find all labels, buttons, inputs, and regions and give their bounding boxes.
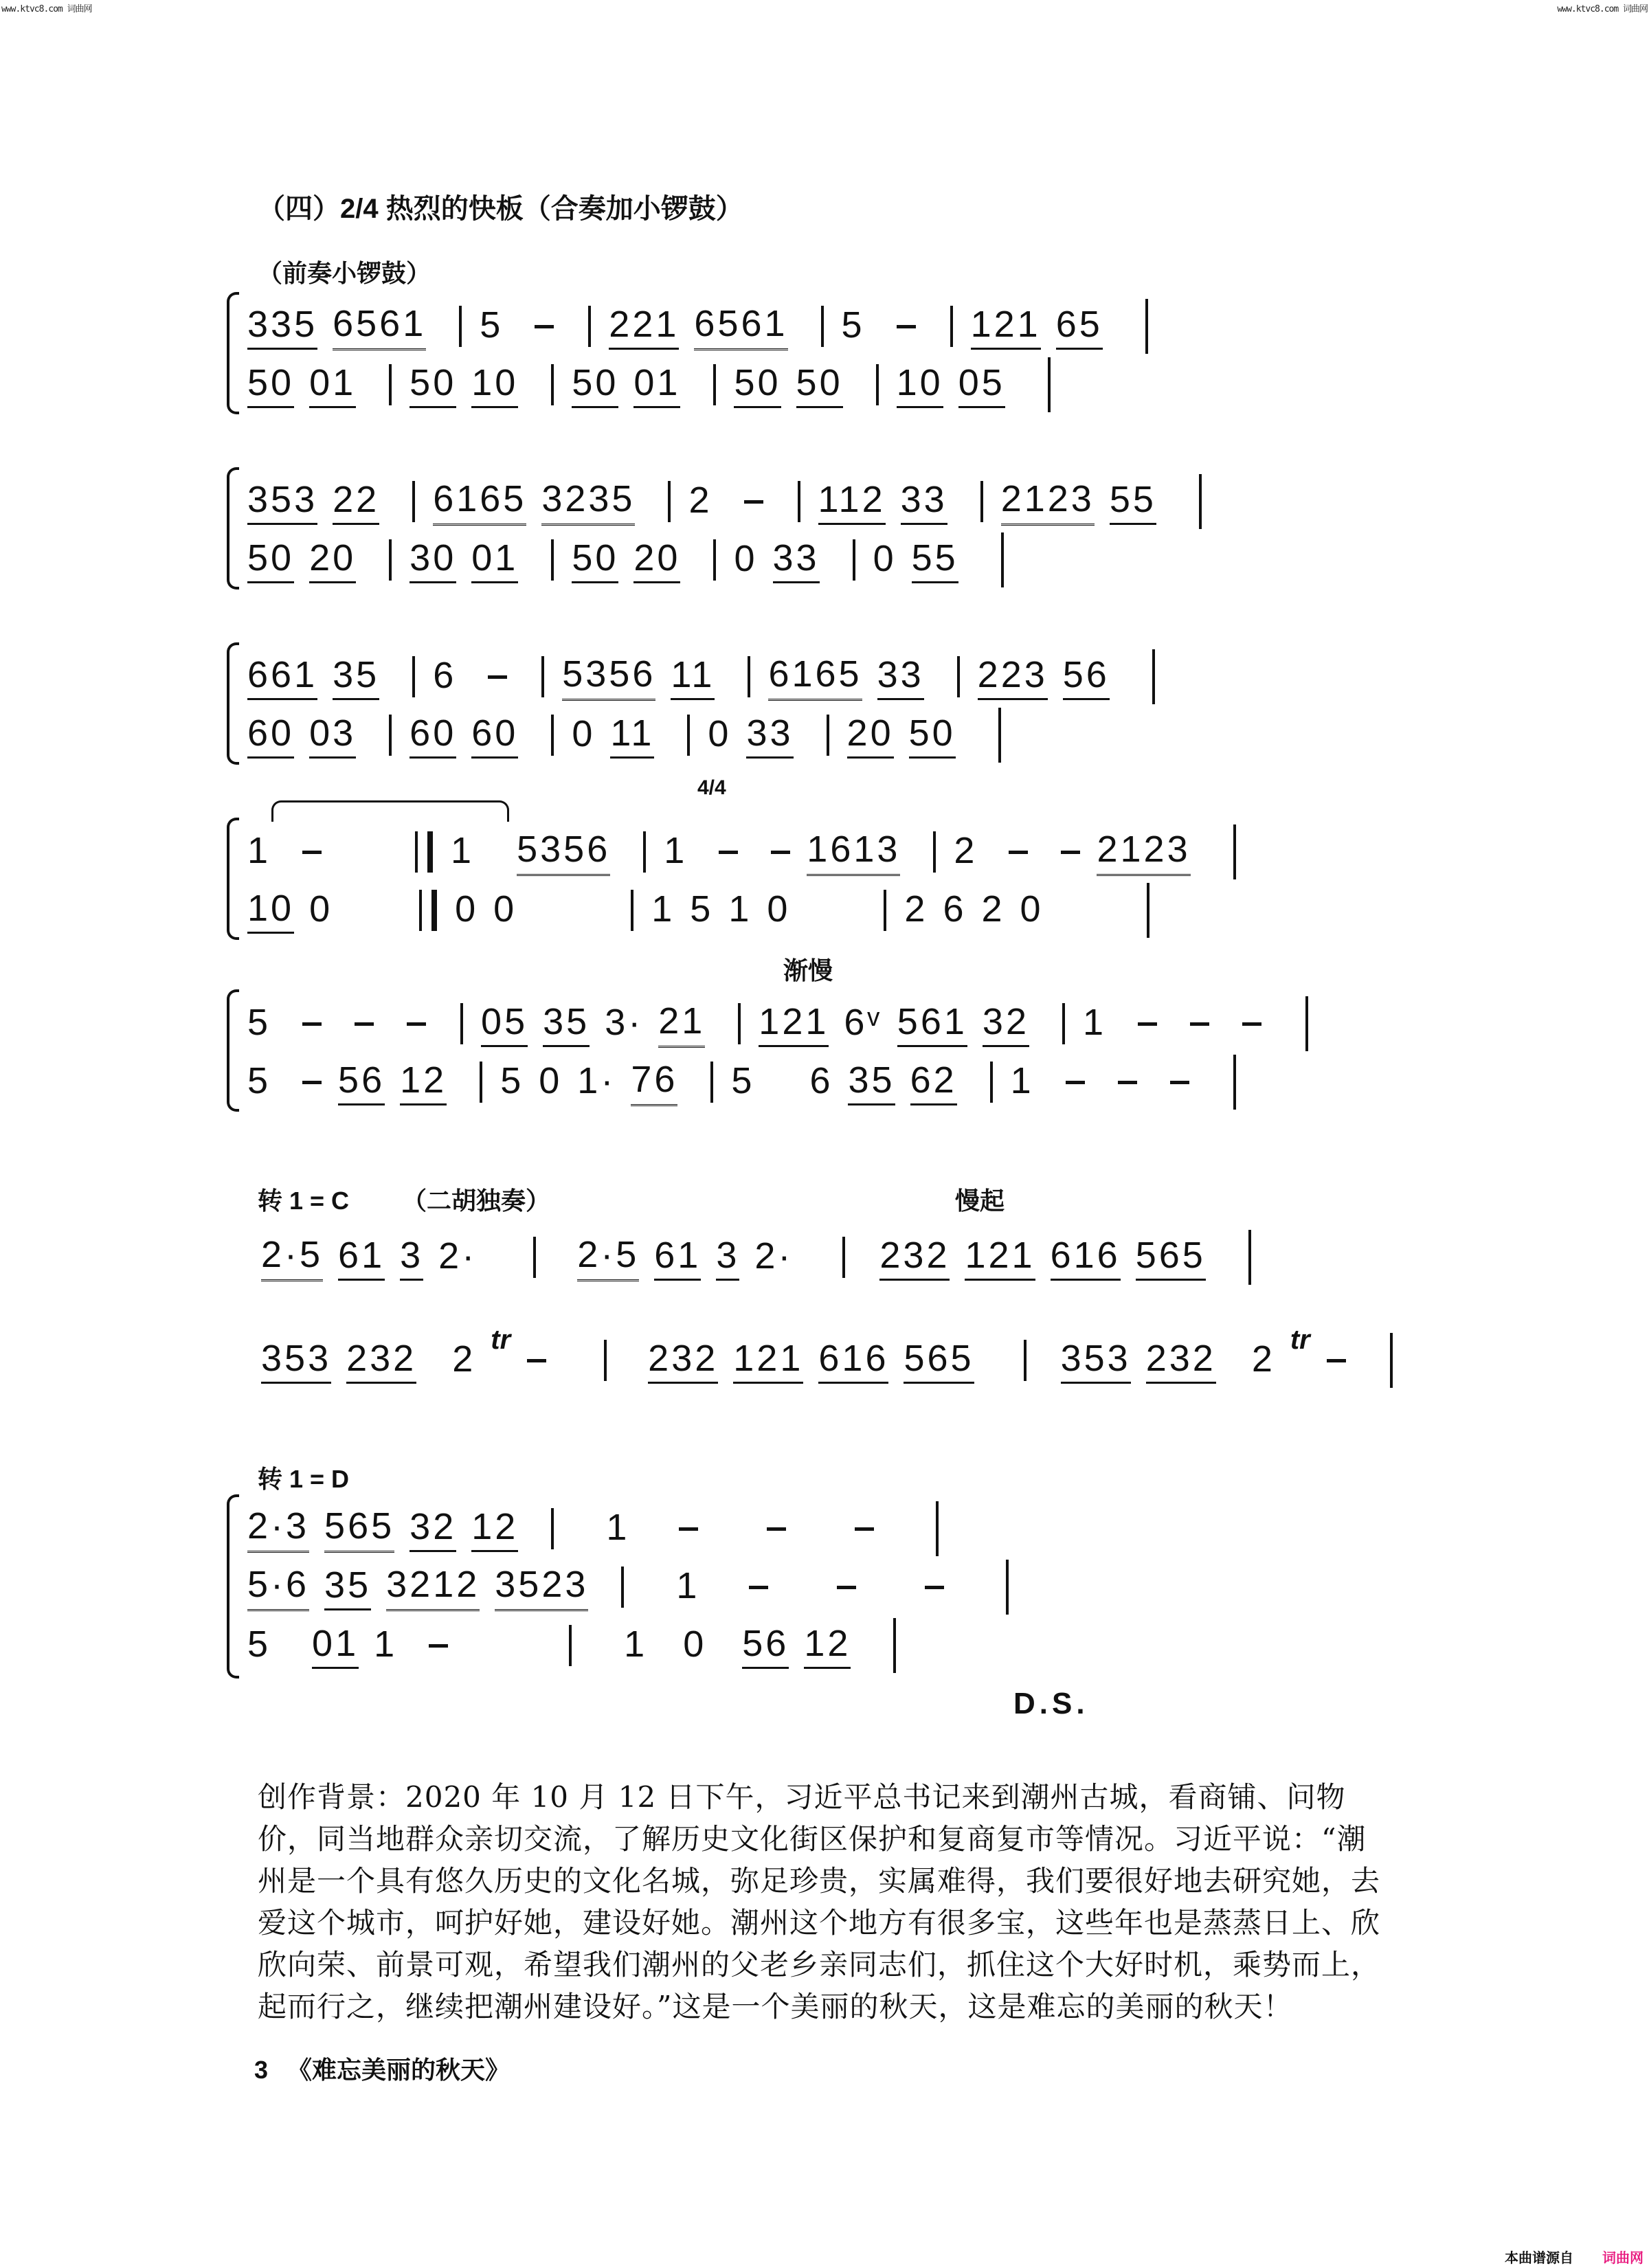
note-group: 0 [1020, 888, 1044, 930]
score-row-middle [247, 1560, 1027, 1615]
barline [551, 539, 554, 581]
barline [551, 364, 554, 405]
barline [821, 306, 824, 347]
note-group: 33 [901, 479, 947, 525]
note-group: 0 [572, 713, 596, 754]
score-row-accompaniment [247, 708, 1019, 763]
note-group: 05 [958, 362, 1005, 408]
barline-end [936, 1501, 939, 1556]
score-system-final [227, 1487, 1395, 1687]
barline [389, 364, 392, 405]
note-group: 2123 [1097, 829, 1190, 876]
note-group: 2· [438, 1235, 478, 1277]
note-group: 561 [897, 1001, 967, 1047]
note-group: 353 [261, 1338, 331, 1384]
note-group: 6561 [333, 303, 426, 350]
note-group: 56 [1063, 654, 1110, 700]
score-row-bass [247, 1618, 914, 1673]
note-group: 1 [374, 1624, 398, 1665]
barline-end [1048, 357, 1051, 412]
barline [460, 1003, 463, 1044]
note-group: 20 [633, 537, 680, 583]
note-group: 11 [671, 654, 715, 700]
barline [412, 656, 415, 697]
barline-end [1390, 1333, 1393, 1388]
tempo-mark-ritardando: 渐慢 [783, 956, 833, 985]
note-group: 10 [897, 362, 943, 408]
note-group: 6 [433, 655, 457, 696]
barline [1062, 1003, 1065, 1044]
note-group: 565 [904, 1338, 974, 1384]
note-group: 5 [731, 1060, 755, 1101]
note-group: 3212 [386, 1564, 480, 1611]
extension-dash [355, 1022, 374, 1026]
extension-dash [1327, 1359, 1346, 1362]
barline [412, 481, 415, 522]
note-group: 5 [841, 304, 865, 346]
barline [853, 539, 855, 581]
barline [533, 1237, 536, 1278]
score-row-melody [247, 474, 1220, 529]
note-group: 232 [648, 1338, 718, 1384]
note-group: 121 [733, 1338, 803, 1384]
note-group: 221 [609, 304, 679, 350]
note-group: 60 [410, 712, 456, 759]
note-group: 0 [309, 888, 333, 930]
note-group: 6165 [768, 653, 862, 701]
note-group: 5·6 [247, 1564, 309, 1611]
note-group: 121 [971, 304, 1041, 350]
extension-dash [719, 851, 738, 854]
note-group: 50 [572, 362, 618, 408]
erhu-line-1 [261, 1230, 1269, 1285]
note-group: 2123 [1001, 478, 1095, 526]
intro-label: （前奏小锣鼓） [258, 259, 431, 287]
note-group: 32 [410, 1506, 456, 1552]
composition-background-text: 创作背景：2020 年 10 月 12 日下午，习近平总书记来到潮州古城，看商铺、问物价，同当地群众亲切交流，了解历史文化街区保护和复商复市等情况。习近平说：“潮州是一个具有悠久历史的文化名城，弥足珍贵，实属难得，我们要很好地去研究她，去爱这个城市，呵护好她，建设好她。潮州这个地方有很多宝，这些年也是蒸蒸日上、欣欣向荣、前景可观，希望我们潮州的父老乡亲同志们，抓住这个大好时机，乘势而上，起而行之，继续把潮州建设好。”这是一个美丽的秋天，这是难忘的美丽的秋天！ [258, 1780, 1381, 2023]
note-group: 6ᵛ [844, 1002, 882, 1043]
score-row-accompaniment [247, 1055, 1254, 1110]
note-group: 232 [1146, 1338, 1216, 1384]
note-group: 12 [804, 1623, 851, 1669]
note-group: 1 [624, 1624, 648, 1665]
dal-segno-mark: D.S. [1013, 1687, 1089, 1720]
note-group: 20 [309, 537, 356, 583]
barline-end [1147, 883, 1149, 938]
note-group: 01 [471, 537, 518, 583]
barline [876, 364, 879, 405]
note-group: 2·5 [261, 1234, 323, 1281]
score-system-1 [227, 285, 1395, 423]
score-row-melody [247, 824, 1254, 879]
note-group: 01 [633, 362, 680, 408]
system-brace [227, 818, 239, 940]
barline [621, 1567, 624, 1608]
note-group: 0 [734, 538, 758, 579]
extension-dash [837, 1586, 856, 1589]
extension-dash [302, 1022, 322, 1026]
system-brace [227, 989, 239, 1112]
note-group: 1 [606, 1507, 630, 1548]
note-group: 2 [954, 830, 978, 871]
note-group: 1 [1010, 1060, 1034, 1101]
barline-end [1233, 1055, 1236, 1110]
note-group: 3 [716, 1235, 739, 1281]
extension-dash [1061, 851, 1080, 854]
note-group: 3523 [495, 1564, 588, 1611]
note-group: 0 [767, 888, 791, 930]
note-group: 6561 [694, 303, 787, 350]
section-title: （四）2/4 热烈的快板（合奏加小锣鼓） [258, 194, 743, 224]
extension-dash [1242, 1022, 1261, 1026]
key-change-c: 转 1 = C [258, 1187, 350, 1215]
barline [687, 715, 690, 756]
barline [713, 539, 716, 581]
note-group: 232 [879, 1235, 950, 1281]
score-system-5 [227, 983, 1395, 1120]
barline-end [1152, 649, 1155, 704]
note-group: 3 [400, 1235, 423, 1281]
barline [713, 364, 716, 405]
repeat-barline [419, 890, 437, 931]
note-group: 61 [338, 1235, 385, 1281]
note-group: 10 [247, 888, 294, 934]
note-group: 616 [818, 1338, 888, 1384]
note-group: 61 [654, 1235, 701, 1281]
extension-dash [744, 500, 763, 504]
note-group: 0 [493, 888, 517, 930]
note-group: 121 [965, 1235, 1035, 1281]
note-group: 35 [324, 1564, 371, 1610]
barline [631, 890, 633, 931]
note-group: 01 [312, 1623, 359, 1669]
note-group: 6165 [433, 478, 526, 526]
note-group: 2 [1251, 1338, 1275, 1380]
score-row-accompaniment [247, 357, 1068, 412]
system-brace [227, 467, 239, 590]
note-group: 50 [572, 537, 618, 583]
note-group: 12 [400, 1059, 447, 1105]
note-group: 223 [978, 654, 1048, 700]
note-group: 32 [983, 1001, 1029, 1047]
extension-dash [1118, 1081, 1137, 1084]
song-title: 《难忘美丽的秋天》 [287, 2056, 511, 2084]
note-group: 50 [909, 712, 956, 759]
note-group: 5356 [562, 653, 655, 701]
note-group: 5356 [517, 829, 610, 876]
note-group: 56 [338, 1059, 385, 1105]
barline-end [1248, 1230, 1251, 1285]
note-group: 5 [500, 1060, 524, 1101]
note-group: 5 [247, 1002, 271, 1043]
barline-end [998, 708, 1001, 763]
note-group: 2 [904, 888, 928, 930]
barline [950, 306, 953, 347]
note-group: 50 [734, 362, 781, 408]
score-row-melody [247, 649, 1173, 704]
barline [842, 1237, 845, 1278]
note-group: 1 [651, 888, 675, 930]
extension-dash [527, 1359, 546, 1362]
note-group: 33 [773, 537, 820, 583]
note-group: 565 [1136, 1235, 1206, 1281]
score-row-accompaniment [247, 532, 1022, 587]
barline [389, 539, 392, 581]
note-group: 616 [1051, 1235, 1121, 1281]
barline [933, 831, 936, 873]
erhu-line-2 [261, 1324, 1411, 1388]
barline [827, 715, 829, 756]
note-group: 5 [247, 1060, 271, 1101]
extension-dash [749, 1586, 768, 1589]
watermark-right: www.ktvc8.com 词曲网 [1557, 4, 1648, 14]
barline-end [1001, 532, 1004, 587]
score-row-melody [247, 1501, 956, 1556]
note-group: 5 [480, 304, 504, 346]
barline [551, 715, 554, 756]
system-brace [227, 292, 239, 414]
watermark-left: www.ktvc8.com 词曲网 [1, 4, 92, 14]
score-row-accompaniment [247, 883, 1167, 938]
barline [569, 1625, 572, 1666]
barline [980, 481, 983, 522]
extension-dash [897, 325, 916, 328]
note-group: 35 [333, 654, 379, 700]
note-group: 0 [455, 888, 479, 930]
note-group: 335 [247, 304, 317, 350]
score-system-2 [227, 460, 1395, 598]
barline-end [1305, 996, 1308, 1051]
extension-dash [1138, 1022, 1157, 1026]
barline-end [1233, 824, 1236, 879]
note-group: 50 [247, 537, 294, 583]
trill-mark: tr [491, 1324, 511, 1355]
barline-end [1199, 474, 1202, 529]
note-group: 232 [346, 1338, 416, 1384]
barline [738, 1003, 741, 1044]
note-group: 01 [309, 362, 356, 408]
barline [957, 656, 960, 697]
note-group: 12 [471, 1506, 518, 1552]
source-label: 本曲谱源自 [1505, 2251, 1573, 2266]
extension-dash [679, 1527, 698, 1531]
note-group: 62 [910, 1059, 957, 1105]
note-group: 11 [610, 712, 654, 759]
note-group: 112 [818, 479, 886, 525]
note-group: 30 [410, 537, 456, 583]
note-group: 0 [873, 538, 897, 579]
note-group: 65 [1056, 304, 1103, 350]
extension-dash [1170, 1081, 1189, 1084]
score-row-melody [247, 996, 1326, 1051]
note-group: 0 [683, 1624, 707, 1665]
page-footer [254, 2051, 510, 2086]
barline [798, 481, 800, 522]
note-group: 55 [912, 537, 958, 583]
barline [604, 1340, 607, 1381]
note-group: 1 [676, 1565, 700, 1606]
note-group: 20 [847, 712, 894, 759]
system-brace [227, 1494, 239, 1678]
note-group: 35 [543, 1001, 590, 1047]
page-number: 3 [254, 2056, 269, 2084]
note-group: 50 [410, 362, 456, 408]
note-group: 2·5 [577, 1234, 639, 1281]
note-group: 2·3 [247, 1505, 309, 1553]
note-group: 565 [324, 1505, 394, 1553]
note-group: 50 [247, 362, 294, 408]
note-group: 1613 [807, 829, 900, 876]
extension-dash [302, 1081, 322, 1084]
barline [541, 656, 544, 697]
barline [389, 715, 392, 756]
extension-dash [771, 851, 790, 854]
score-system-3 [227, 636, 1395, 773]
note-group: 2 [981, 888, 1005, 930]
barline [884, 890, 886, 931]
extension-dash [535, 325, 554, 328]
repeat-barline [415, 831, 433, 873]
score-row-melody [247, 299, 1166, 354]
extension-dash [488, 675, 507, 679]
note-group: 5 [690, 888, 714, 930]
note-group: 60 [471, 712, 518, 759]
note-group: 35 [848, 1059, 895, 1105]
barline [990, 1062, 993, 1103]
extension-dash [855, 1527, 874, 1531]
extension-dash [302, 851, 322, 854]
note-group: 5 [247, 1624, 271, 1665]
note-group: 1 [1082, 1002, 1107, 1043]
barline [459, 306, 462, 347]
note-group: 3235 [541, 478, 635, 526]
barline-end [1006, 1560, 1009, 1615]
barline-end [893, 1618, 896, 1673]
system-brace [227, 642, 239, 765]
note-group: 1 [664, 830, 688, 871]
note-group: 33 [877, 654, 924, 700]
barline [668, 481, 671, 522]
note-group: 1 [728, 888, 752, 930]
barline [480, 1062, 482, 1103]
barline [1024, 1340, 1027, 1381]
note-group: 121 [759, 1001, 829, 1047]
note-group: 33 [746, 712, 793, 759]
note-group: 60 [247, 712, 294, 759]
barline [710, 1062, 713, 1103]
extension-dash [1066, 1081, 1085, 1084]
note-group: 21 [658, 1000, 705, 1048]
extension-dash [925, 1586, 944, 1589]
note-group: 2 [688, 480, 713, 521]
barline [588, 306, 591, 347]
barline [748, 656, 750, 697]
score-system-4 [227, 811, 1395, 948]
tempo-mark-slow-start: 慢起 [955, 1187, 1005, 1215]
note-group: 10 [471, 362, 518, 408]
note-group: 0 [708, 713, 732, 754]
note-group: 1 [451, 830, 475, 871]
note-group: 6 [943, 888, 967, 930]
time-signature-change: 4/4 [697, 776, 726, 799]
trill-mark: tr [1290, 1324, 1310, 1355]
note-group: 1· [577, 1060, 616, 1101]
note-group: 6 [809, 1060, 833, 1101]
key-change-d: 转 1 = D [258, 1465, 350, 1493]
barline [551, 1508, 554, 1549]
note-group: 2 [452, 1338, 476, 1380]
note-group: 50 [796, 362, 843, 408]
note-group: 661 [247, 654, 317, 700]
erhu-solo-label: （二胡独奏） [402, 1187, 551, 1215]
note-group: 76 [631, 1059, 677, 1106]
extension-dash [407, 1022, 426, 1026]
note-group: 3· [605, 1002, 644, 1043]
note-group: 56 [742, 1623, 789, 1669]
note-group: 05 [481, 1001, 528, 1047]
note-group: 55 [1110, 479, 1156, 525]
note-group: 1 [247, 830, 271, 871]
note-group: 22 [333, 479, 379, 525]
barline [643, 831, 646, 873]
barline-end [1145, 299, 1148, 354]
extension-dash [767, 1527, 786, 1531]
extension-dash [1190, 1022, 1209, 1026]
note-group: 353 [1061, 1338, 1131, 1384]
extension-dash [1009, 851, 1028, 854]
note-group: 03 [309, 712, 356, 759]
extension-dash [429, 1644, 448, 1648]
source-brand-link[interactable]: 词曲网 [1602, 2251, 1644, 2266]
note-group: 0 [539, 1060, 563, 1101]
note-group: 353 [247, 479, 317, 525]
note-group: 2· [754, 1235, 794, 1277]
